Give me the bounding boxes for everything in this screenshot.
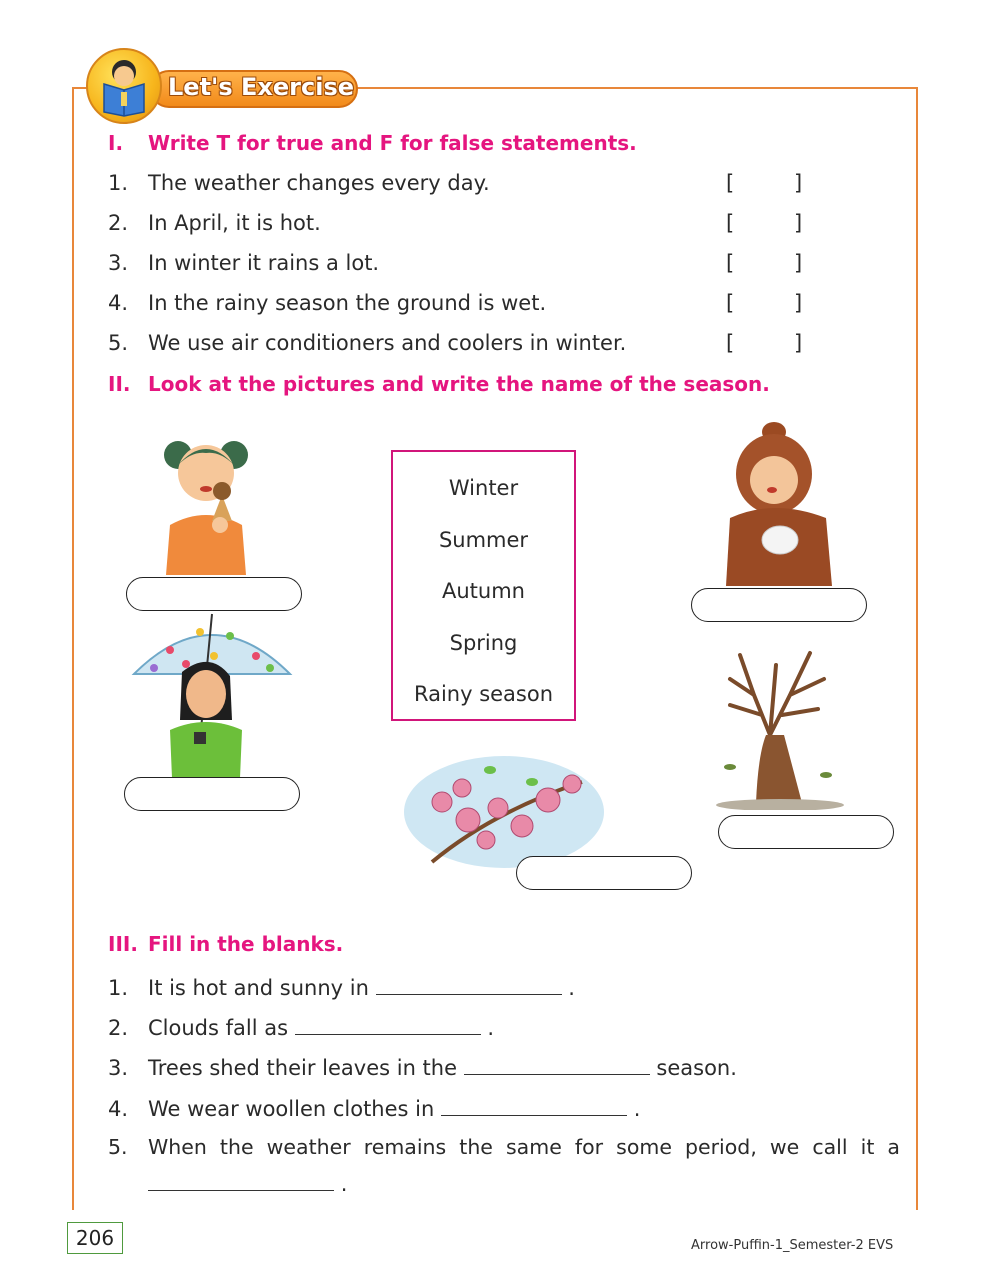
section-3-number: III. xyxy=(108,932,138,956)
season-word-bank xyxy=(391,450,576,721)
statement-row: 2. In April, it is hot. xyxy=(108,211,321,235)
book-reader-icon xyxy=(86,48,162,124)
girl-with-umbrella-illustration xyxy=(130,610,295,784)
word-bank-item: Autumn xyxy=(442,579,525,603)
statement-row: 5. We use air conditioners and coolers in winter. xyxy=(108,331,627,355)
season-answer-field-spring-blossoms[interactable] xyxy=(516,856,692,890)
statement-row: 3. In winter it rains a lot. xyxy=(108,251,380,275)
word-bank-item: Winter xyxy=(448,476,519,500)
badge-title: Let's Exercise xyxy=(168,73,355,101)
blank-line[interactable] xyxy=(148,1170,334,1191)
section-2-title: Look at the pictures and write the name of the season. xyxy=(148,372,770,396)
girl-eating-ice-cream-illustration xyxy=(150,425,260,589)
blank-line[interactable] xyxy=(295,1014,481,1035)
page-number: 206 xyxy=(67,1222,123,1254)
word-bank-item: Rainy season xyxy=(413,682,554,706)
word-bank-item: Spring xyxy=(449,631,518,655)
blank-line[interactable] xyxy=(376,974,562,995)
fill-blank-row: 3. Trees shed their leaves in the season. xyxy=(108,1056,737,1080)
blank-line[interactable] xyxy=(441,1095,627,1116)
section-1-title: Write T for true and F for false statements. xyxy=(148,131,637,155)
book-footer: Arrow-Puffin-1_Semester-2 EVS xyxy=(691,1238,894,1253)
fill-blank-row: 2. Clouds fall as . xyxy=(108,1016,495,1040)
child-in-woollen-clothes-illustration xyxy=(722,418,842,592)
blank-line[interactable] xyxy=(464,1054,650,1075)
fill-blank-row: 4. We wear woollen clothes in . xyxy=(108,1097,641,1121)
fill-blank-row: 5. When the weather remains the same for some period, we call it a xyxy=(108,1135,900,1159)
word-bank-item: Summer xyxy=(438,528,529,552)
statement-row: 1. The weather changes every day. xyxy=(108,171,490,195)
statement-row: 4. In the rainy season the ground is wet. xyxy=(108,291,547,315)
section-2-number: II. xyxy=(108,372,131,396)
section-2-heading xyxy=(108,372,770,396)
season-answer-field-rainy-girl[interactable] xyxy=(124,777,300,811)
season-answer-field-summer-girl[interactable] xyxy=(126,577,302,611)
season-answer-field-winter-child[interactable] xyxy=(691,588,867,622)
fill-blank-continuation: . xyxy=(148,1170,347,1196)
section-3-heading xyxy=(108,932,343,956)
section-1-number: I. xyxy=(108,131,124,155)
bare-tree-illustration xyxy=(700,635,850,814)
season-answer-field-autumn-tree[interactable] xyxy=(718,815,894,849)
section-3-title: Fill in the blanks. xyxy=(148,932,344,956)
section-1-heading xyxy=(108,131,637,155)
fill-blank-row: 1. It is hot and sunny in . xyxy=(108,976,575,1000)
